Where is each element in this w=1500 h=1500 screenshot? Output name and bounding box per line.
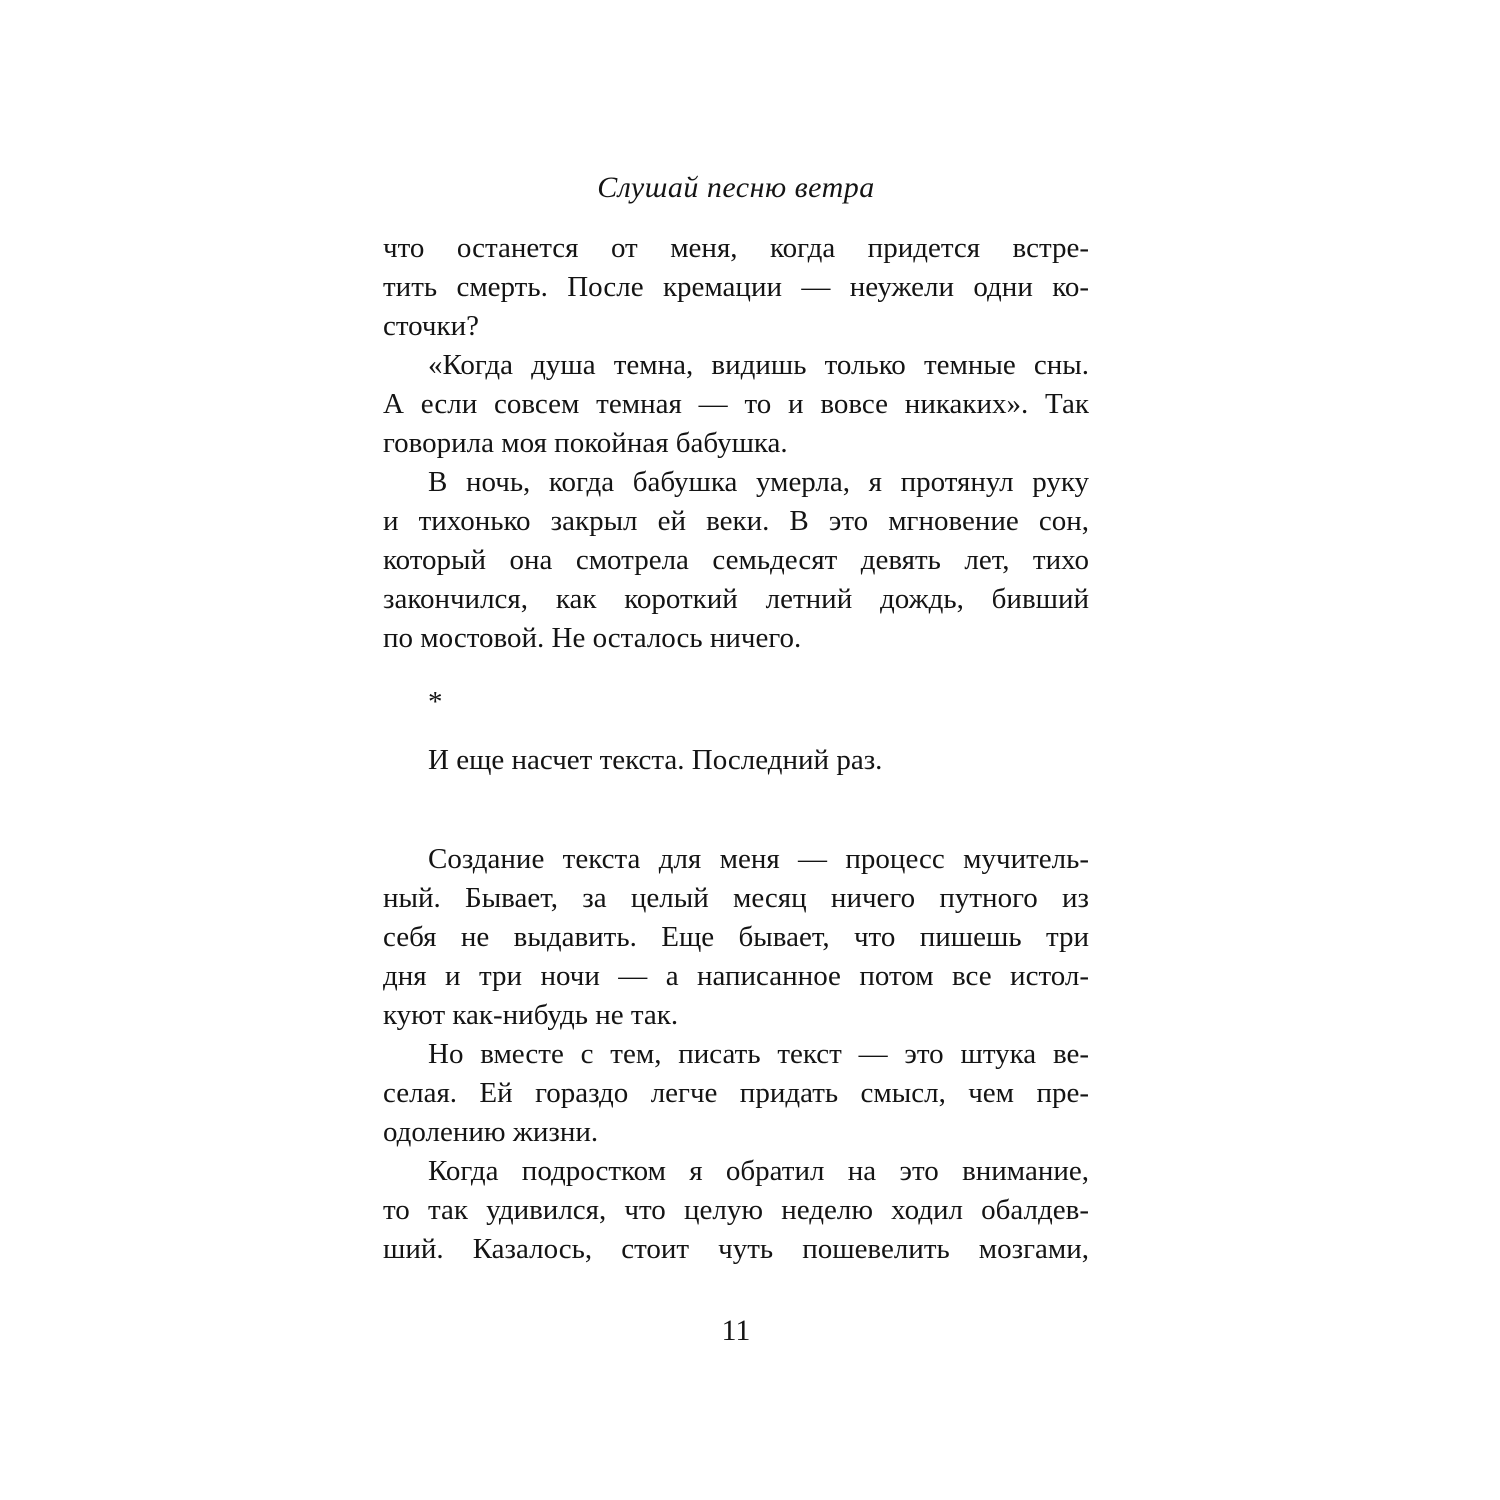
text-line: говорила моя покойная бабушка. xyxy=(383,427,788,459)
paragraph xyxy=(383,840,1089,1035)
text-line: Но вместе с тем, писать текст — это штука ве- xyxy=(428,1038,1089,1070)
body-text xyxy=(383,229,1089,1269)
paragraph xyxy=(383,346,1089,463)
section-separator xyxy=(383,683,1089,722)
text-line: который она смотрела семьдесят девять лет, тихо xyxy=(383,544,1089,576)
text-line: и тихонько закрыл ей веки. В это мгновение сон, xyxy=(383,505,1089,537)
text-column xyxy=(383,168,1089,1269)
text-line: одолению жизни. xyxy=(383,1116,599,1148)
text-line: И еще насчет текста. Последний раз. xyxy=(428,744,883,776)
text-line: сточки? xyxy=(383,310,479,342)
text-line: ный. Бывает, за целый месяц ничего путного из xyxy=(383,882,1089,914)
paragraph xyxy=(383,741,1089,780)
paragraph xyxy=(383,463,1089,658)
text-line: А если совсем темная — то и вовсе никаких». Так xyxy=(383,388,1089,420)
paragraph xyxy=(383,229,1089,346)
text-line: то так удивился, что целую неделю ходил обалдев- xyxy=(383,1194,1089,1226)
text-line: по мостовой. Не осталось ничего. xyxy=(383,622,802,654)
text-line: тить смерть. После кремации — неужели одни ко- xyxy=(383,271,1089,303)
text-line: ший. Казалось, стоит чуть пошевелить мозгами, xyxy=(383,1233,1089,1265)
text-line: куют как-нибудь не так. xyxy=(383,999,679,1031)
text-line: себя не выдавить. Еще бывает, что пишешь три xyxy=(383,921,1089,953)
text-line: закончился, как короткий летний дождь, бивший xyxy=(383,583,1089,615)
page-number: 11 xyxy=(721,1314,751,1347)
asterisk-separator: * xyxy=(428,686,443,718)
paragraph xyxy=(383,1035,1089,1152)
text-line: «Когда душа темна, видишь только темные сны. xyxy=(428,349,1089,381)
text-line: селая. Ей гораздо легче придать смысл, чем пре- xyxy=(383,1077,1089,1109)
running-header: Слушай песню ветра xyxy=(597,171,875,204)
text-line: Создание текста для меня — процесс мучитель- xyxy=(428,843,1089,875)
text-line: Когда подростком я обратил на это внимание, xyxy=(428,1155,1089,1187)
text-line: дня и три ночи — а написанное потом все истол- xyxy=(383,960,1089,992)
text-line: В ночь, когда бабушка умерла, я протянул руку xyxy=(428,466,1089,498)
paragraph xyxy=(383,1152,1089,1269)
text-line: что останется от меня, когда придется встре- xyxy=(383,232,1089,264)
